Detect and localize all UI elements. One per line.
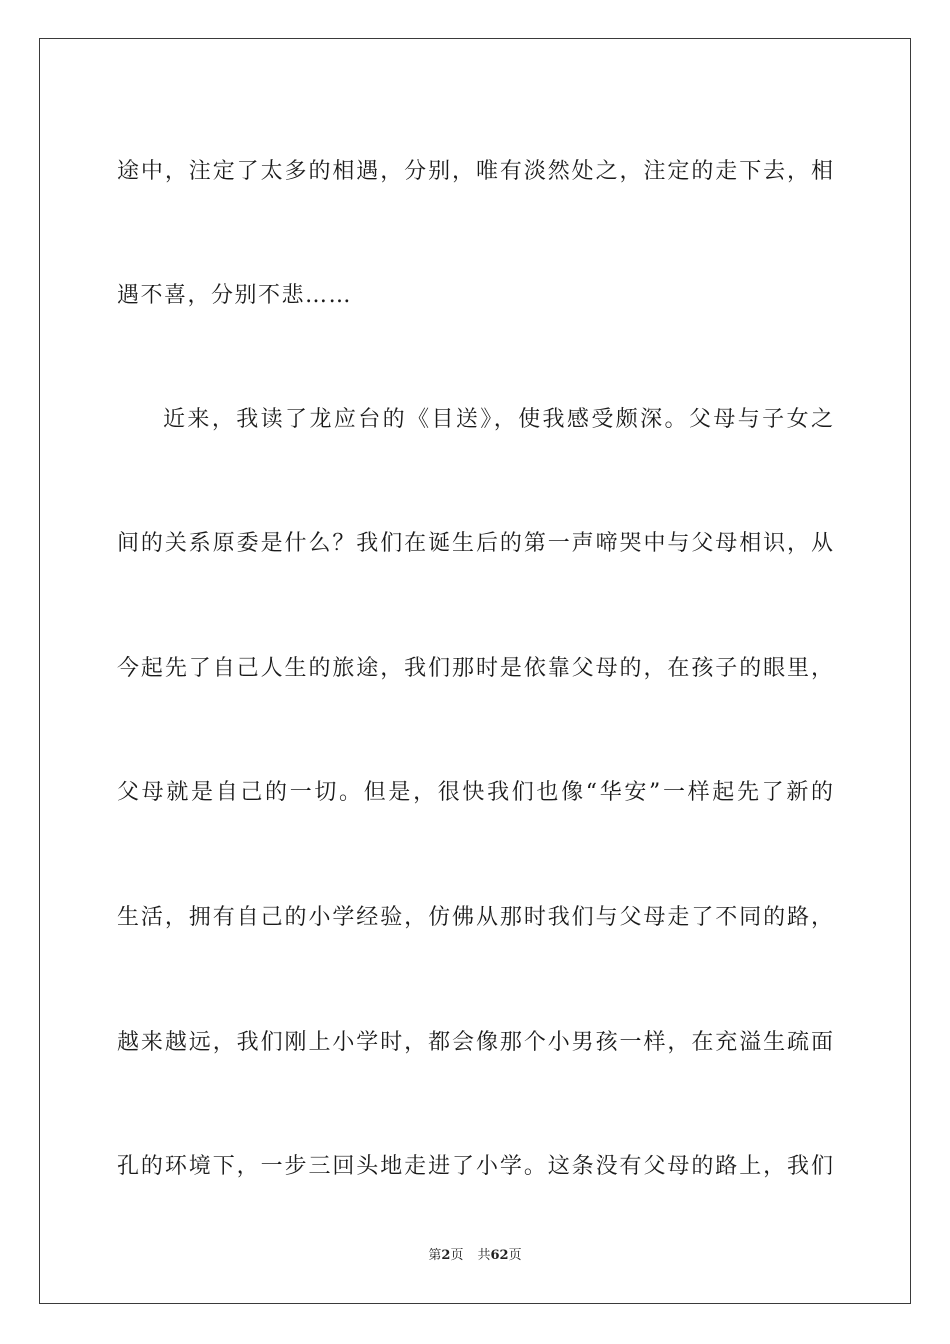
text-line: 途中，注定了太多的相遇，分别，唯有淡然处之，注定的走下去，相 xyxy=(117,159,833,184)
text-line: 今起先了自己人生的旅途，我们那时是依靠父母的，在孩子的眼里， xyxy=(117,656,833,681)
page-footer xyxy=(0,1248,950,1264)
total-unit: 页 xyxy=(508,1248,522,1263)
text-line: 间的关系原委是什么？我们在诞生后的第一声啼哭中与父母相识，从 xyxy=(117,531,833,556)
page-unit: 页 xyxy=(450,1248,464,1263)
text-line: 越来越远，我们刚上小学时，都会像那个小男孩一样，在充溢生疏面 xyxy=(117,1030,833,1055)
paragraph-first-line: 近来，我读了龙应台的《目送》，使我感受颇深。父母与子女之 xyxy=(163,407,833,432)
text-line: 父母就是自己的一切。但是，很快我们也像“华安”一样起先了新的 xyxy=(117,780,833,805)
text-line: 生活，拥有自己的小学经验，仿佛从那时我们与父母走了不同的路， xyxy=(117,905,833,930)
text-line: 遇不喜，分别不悲…… xyxy=(117,283,353,308)
total-prefix: 共 xyxy=(477,1248,491,1263)
text-line: 孔的环境下，一步三回头地走进了小学。这条没有父母的路上，我们 xyxy=(117,1154,833,1179)
current-page-number: 2 xyxy=(441,1248,451,1263)
page-prefix: 第 xyxy=(428,1248,442,1263)
total-page-count: 62 xyxy=(490,1248,509,1263)
